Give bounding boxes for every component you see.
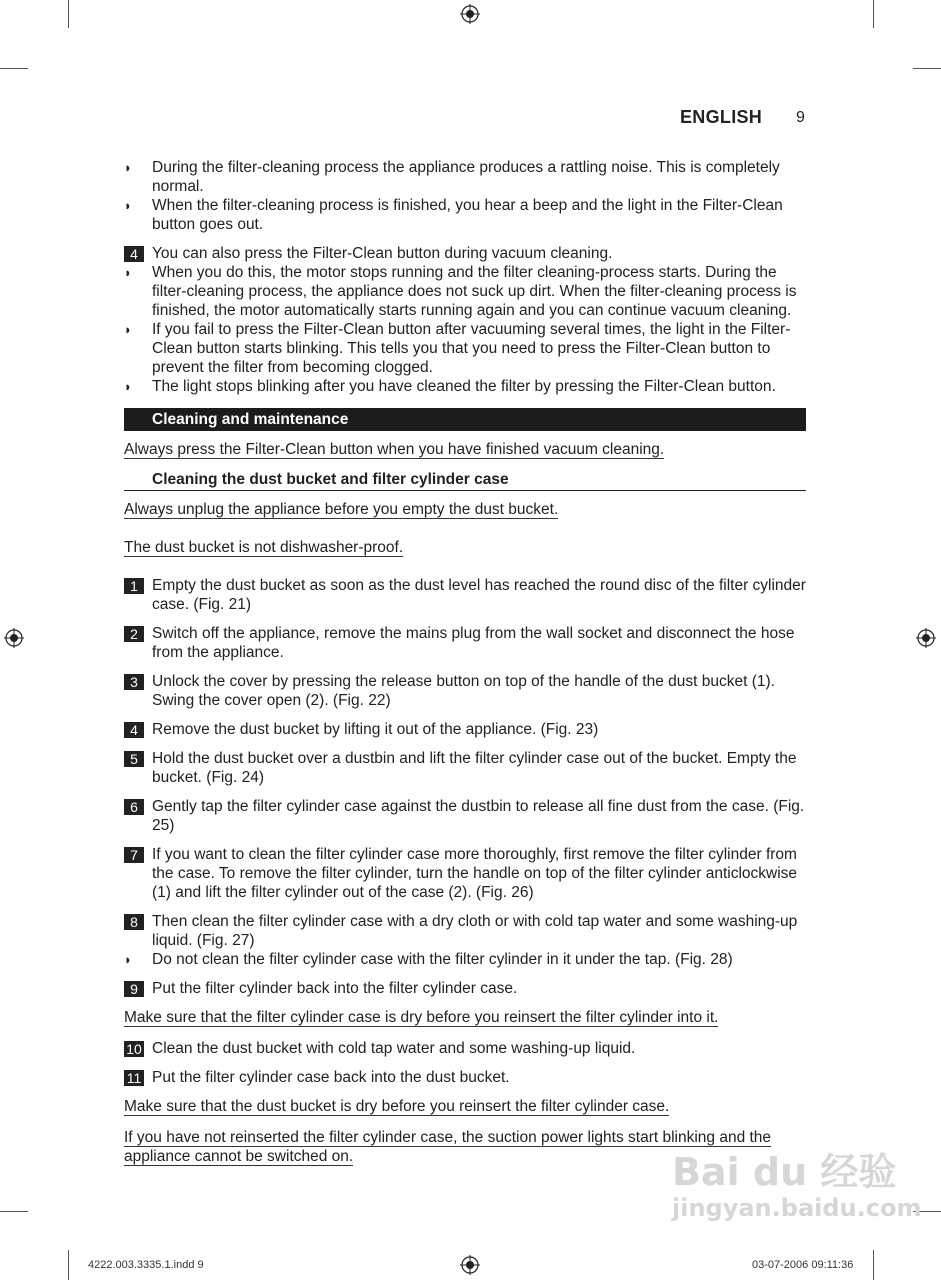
step-number: 6 (124, 799, 144, 815)
step-item (124, 624, 806, 662)
watermark-url: jingyan.baidu.com (672, 1194, 922, 1222)
list-item-text: When you do this, the motor stops running and the filter cleaning-process starts. During the filter-cleaning process, the appliance does not suck up dirt. When the filter-cleaning process is finished, the motor automatically starts running again and you can continue vacuum cleaning. (152, 264, 797, 319)
baidu-watermark (672, 1150, 921, 1222)
list-item (124, 950, 806, 969)
step-number: 1 (124, 578, 144, 594)
step-text: Unlock the cover by pressing the release button on top of the handle of the dust bucket (1). Swing the cover open (2). (Fig. 22) (152, 673, 775, 709)
caution-note: Always press the Filter-Clean button when you have finished vacuum cleaning. (124, 441, 665, 458)
caution-note: Always unplug the appliance before you empty the dust bucket. (124, 501, 559, 518)
step-text: Empty the dust bucket as soon as the dust level has reached the round disc of the filter cylinder case. (Fig. 21) (152, 577, 806, 613)
step-text: Hold the dust bucket over a dustbin and lift the filter cylinder case out of the bucket. Empty the bucket. (Fig. 24) (152, 750, 797, 786)
page-number: 9 (796, 109, 805, 126)
step-number: 5 (124, 751, 144, 767)
step-text: Put the filter cylinder back into the filter cylinder case. (152, 980, 518, 997)
footer-timestamp: 03-07-2006 09:11:36 (752, 1259, 854, 1271)
crop-mark (0, 1211, 28, 1212)
step-item (124, 720, 806, 739)
step-number: 3 (124, 674, 144, 690)
registration-mark-icon (460, 4, 480, 24)
bullet-icon: ◗ (124, 322, 132, 337)
step-text: Put the filter cylinder case back into the dust bucket. (152, 1069, 510, 1086)
step-number: 7 (124, 847, 144, 863)
step-item (124, 1039, 806, 1058)
step-number: 4 (124, 246, 144, 262)
list-item-text: When the filter-cleaning process is finished, you hear a beep and the light in the Filter-Clean button goes out. (152, 197, 783, 233)
step-item (124, 845, 806, 902)
bullet-icon: ◗ (124, 198, 132, 213)
step-text: Switch off the appliance, remove the mains plug from the wall socket and disconnect the hose from the appliance. (152, 625, 795, 661)
subsection-heading: Cleaning the dust bucket and filter cylinder case (124, 470, 806, 491)
step-text: If you want to clean the filter cylinder case more thoroughly, first remove the filter cylinder from the case. To remove the filter cylinder, turn the handle on top of the filter cylinder anticlockwise (1) and lift the filter cylinder out of the case (2). (Fig. 26) (152, 846, 798, 901)
list-item (124, 196, 806, 234)
registration-mark-icon (916, 628, 936, 648)
step-item (124, 979, 806, 998)
section-heading: Cleaning and maintenance (124, 408, 806, 431)
step-item (124, 912, 806, 950)
registration-mark-icon (460, 1255, 480, 1275)
caution-note: If you have not reinserted the filter cylinder case, the suction power lights start blinking and the appliance cannot be switched on. (124, 1129, 772, 1165)
step-text: Remove the dust bucket by lifting it out of the appliance. (Fig. 23) (152, 721, 599, 738)
step-text: Then clean the filter cylinder case with a dry cloth or with cold tap water and some washing-up liquid. (Fig. 27) (152, 913, 798, 949)
footer-file-info: 4222.003.3335.1.indd 9 (88, 1259, 204, 1271)
step-text: You can also press the Filter-Clean button during vacuum cleaning. (152, 245, 613, 262)
bullet-icon: ◗ (124, 952, 132, 967)
list-item (124, 263, 806, 320)
bullet-icon: ◗ (124, 265, 132, 280)
crop-mark (873, 1250, 874, 1280)
step-number: 4 (124, 722, 144, 738)
bullet-icon: ◗ (124, 379, 132, 394)
watermark-brand: Bai du 经验 (672, 1150, 897, 1194)
crop-mark (68, 1250, 69, 1280)
step-number: 8 (124, 914, 144, 930)
crop-mark (0, 68, 28, 69)
step-number: 9 (124, 981, 144, 997)
list-item (124, 320, 806, 377)
step-item (124, 672, 806, 710)
bullet-icon: ◗ (124, 160, 132, 175)
step-number: 10 (124, 1041, 144, 1057)
crop-mark (913, 68, 941, 69)
registration-mark-icon (4, 628, 24, 648)
caution-note: Make sure that the dust bucket is dry before you reinsert the filter cylinder case. (124, 1098, 670, 1115)
caution-note: Make sure that the filter cylinder case is dry before you reinsert the filter cylinder into it. (124, 1009, 719, 1026)
language-heading: ENGLISH (680, 107, 763, 127)
list-item-text: During the filter-cleaning process the appliance produces a rattling noise. This is completely normal. (152, 159, 780, 195)
list-item (124, 377, 806, 396)
step-item (124, 749, 806, 787)
step-item (124, 1068, 806, 1087)
page-content (124, 158, 806, 1168)
step-text: Clean the dust bucket with cold tap water and some washing-up liquid. (152, 1040, 636, 1057)
step-text: Gently tap the filter cylinder case against the dustbin to release all fine dust from the case. (Fig. 25) (152, 798, 805, 834)
step-item (124, 576, 806, 614)
step-number: 2 (124, 626, 144, 642)
list-item (124, 158, 806, 196)
list-item-text: Do not clean the filter cylinder case with the filter cylinder in it under the tap. (Fig. 28) (152, 951, 733, 968)
step-item (124, 797, 806, 835)
step-item (124, 244, 806, 263)
caution-note: The dust bucket is not dishwasher-proof. (124, 539, 404, 556)
list-item-text: If you fail to press the Filter-Clean button after vacuuming several times, the light in the Filter-Clean button starts blinking. This tells you that you need to press the Filter-Clean button to prevent the filter from becoming clogged. (152, 321, 791, 376)
crop-mark (68, 0, 69, 28)
crop-mark (873, 0, 874, 28)
list-item-text: The light stops blinking after you have cleaned the filter by pressing the Filter-Clean button. (152, 378, 776, 395)
step-number: 11 (124, 1070, 144, 1086)
